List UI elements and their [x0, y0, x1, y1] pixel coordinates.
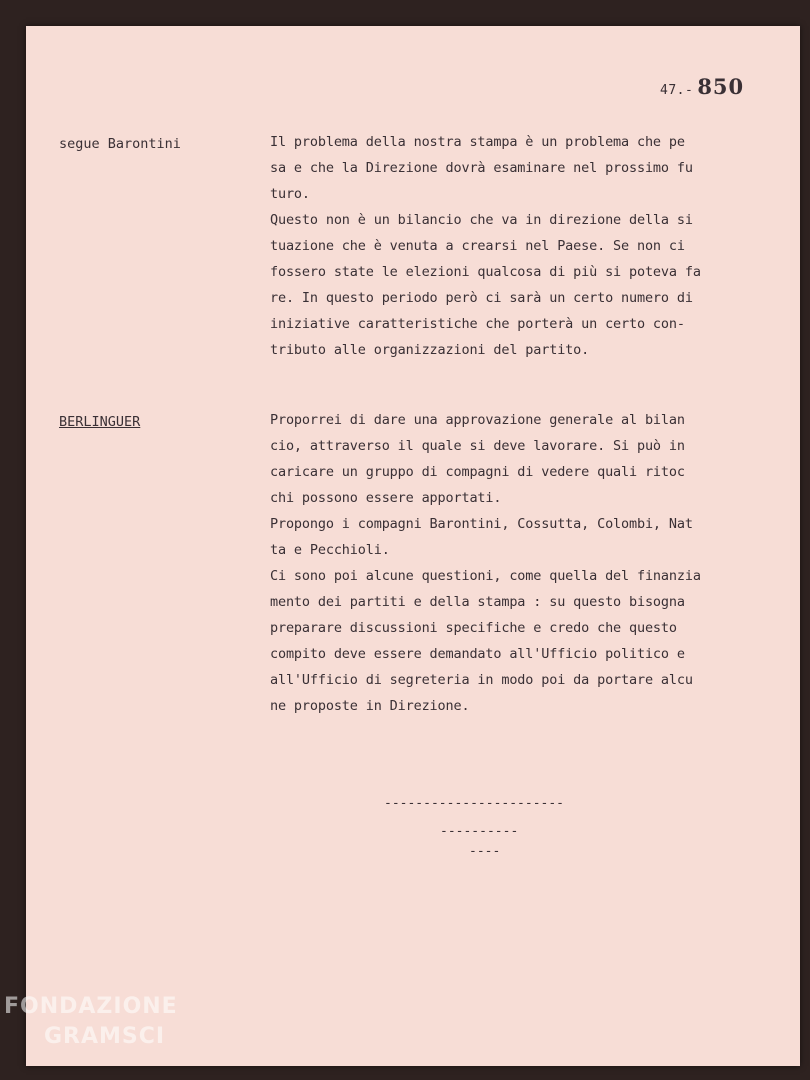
text-line: re. In questo periodo però ci sarà un certo numero di [270, 290, 693, 306]
watermark-line-1: FONDAZIONE [4, 994, 178, 1019]
document-page [26, 26, 800, 1066]
closing-dashes-short: ---- [469, 844, 501, 859]
page-number-large: 850 [697, 74, 745, 99]
text-line: cio, attraverso il quale si deve lavorare. Si può in [270, 438, 685, 454]
text-line: fossero state le elezioni qualcosa di più si poteva fa [270, 264, 701, 280]
text-line: compito deve essere demandato all'Ufficio politico e [270, 646, 685, 662]
text-line: sa e che la Direzione dovrà esaminare nel prossimo fu [270, 160, 693, 176]
text-line: turo. [270, 186, 310, 202]
page-number-small: 47.- [660, 83, 694, 98]
closing-dashes-medium: ---------- [440, 824, 519, 839]
text-line: Il problema della nostra stampa è un problema che pe [270, 134, 685, 150]
text-line: Proporrei di dare una approvazione generale al bilan [270, 412, 685, 428]
text-line: tributo alle organizzazioni del partito. [270, 342, 590, 358]
page-number [660, 74, 744, 99]
speech-block-berlinguer [270, 407, 790, 719]
text-line: mento dei partiti e della stampa : su questo bisogna [270, 594, 685, 610]
text-line: iniziative caratteristiche che porterà un certo con- [270, 316, 685, 332]
text-line: all'Ufficio di segreteria in modo poi da portare alcu [270, 672, 693, 688]
text-line: chi possono essere apportati. [270, 490, 502, 506]
closing-dashes-long: ----------------------- [384, 796, 565, 811]
text-line: tuazione che è venuta a crearsi nel Paese. Se non ci [270, 238, 685, 254]
text-line: ta e Pecchioli. [270, 542, 390, 558]
text-line: Questo non è un bilancio che va in direzione della si [270, 212, 693, 228]
archive-watermark-logo [4, 992, 178, 1052]
text-line: Ci sono poi alcune questioni, come quella del finanzia [270, 568, 701, 584]
text-line: Propongo i compagni Barontini, Cossutta, Colombi, Nat [270, 516, 693, 532]
faint-handwriting-bleedthrough [209, 331, 231, 463]
text-line: ne proposte in Direzione. [270, 698, 470, 714]
speaker-label-berlinguer: BERLINGUER [59, 414, 141, 430]
text-line: preparare discussioni specifiche e credo che questo [270, 620, 677, 636]
speech-block-barontini [270, 129, 790, 363]
speaker-label-barontini: segue Barontini [59, 136, 181, 152]
watermark-line-2: GRAMSCI [44, 1024, 166, 1049]
text-line: caricare un gruppo di compagni di vedere quali ritoc [270, 464, 685, 480]
